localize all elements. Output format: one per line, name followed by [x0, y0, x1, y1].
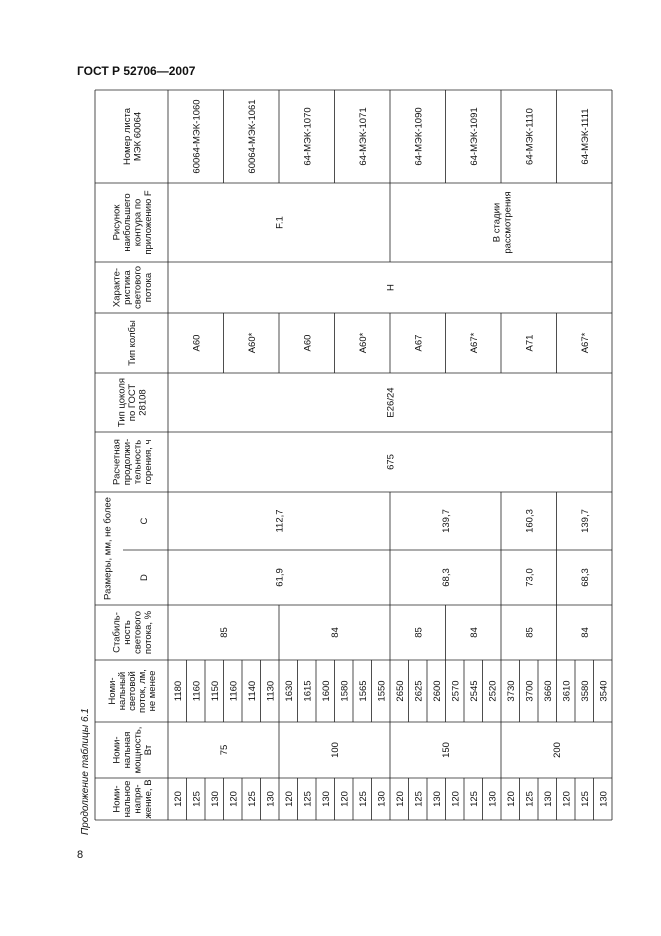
voltage-cell [376, 791, 387, 807]
voltage-cell-line: 130 [376, 791, 388, 807]
voltage-cell-line: 120 [394, 791, 406, 807]
sheet-cell-line: 64-МЭК-1091 [468, 107, 480, 166]
flux-cell [598, 680, 609, 701]
header-figure [111, 190, 154, 255]
flux-cell-line: 2570 [450, 680, 462, 702]
header-voltage-line: напря- [132, 784, 144, 814]
figure-pending-cell [492, 191, 514, 253]
power-cell [441, 742, 452, 758]
header-dimensions [103, 497, 114, 600]
power-cell-line: 200 [552, 742, 563, 758]
flux-cell-line: 3700 [524, 680, 536, 702]
flux-cell [561, 680, 572, 701]
bulb-cell-line: A71 [524, 334, 536, 352]
flux-cell-line: 1615 [302, 680, 314, 702]
dimension-c-cell [524, 509, 535, 533]
flux-cell [524, 680, 535, 701]
flux-cell-line: 1160 [228, 680, 240, 702]
sheet-cell-line: 60064-МЭК-1060 [191, 99, 203, 174]
flux-cell [247, 681, 258, 701]
header-flux-char [111, 266, 154, 309]
voltage-cell [321, 791, 332, 807]
voltage-cell [247, 791, 258, 807]
flux-cell-line: 1150 [209, 680, 221, 702]
header-figure-line: наибольшего [121, 193, 133, 252]
sheet-cell-line: 64-МЭК-1090 [413, 107, 425, 166]
header-flux-line: поток, лм, [137, 669, 148, 713]
figure-pending-line: В стадии [491, 202, 503, 243]
sheet-cell [580, 108, 591, 164]
header-d [139, 574, 150, 581]
flux-cell-line: 2545 [468, 680, 480, 702]
header-flux-line: не менее [147, 670, 158, 712]
flux-cell [210, 681, 221, 701]
voltage-cell [284, 791, 295, 807]
header-stability-line: потока, % [142, 610, 154, 655]
flux-cell-line: 3730 [505, 680, 517, 702]
sheet-cell-line: 64-МЭК-1070 [302, 107, 314, 166]
stability-cell-line: 85 [524, 627, 536, 638]
flux-cell [413, 680, 424, 701]
voltage-cell-line: 130 [487, 791, 499, 807]
flux-cell-line: 1180 [172, 680, 184, 702]
bulb-cell-line: A67* [468, 332, 480, 354]
life-cell [386, 454, 397, 470]
stability-cell [580, 627, 591, 638]
voltage-cell [524, 791, 535, 807]
bulb-cell [580, 332, 591, 353]
header-flux-line: световой [127, 671, 138, 711]
figure-pending-line: рассмотрения [502, 191, 514, 254]
voltage-cell-line: 120 [339, 791, 351, 807]
voltage-cell [302, 791, 313, 807]
flux-cell [376, 680, 387, 701]
header-base [117, 378, 149, 427]
bulb-cell-line: A67 [413, 334, 425, 352]
header-voltage-line: Номи- [111, 785, 123, 813]
header-d-line: D [139, 574, 150, 581]
header-sheet [122, 107, 144, 165]
document-header: ГОСТ Р 52706—2007 [77, 64, 196, 78]
voltage-cell-line: 130 [265, 791, 277, 807]
header-dimensions-line: Размеры, мм, не более [102, 497, 114, 600]
voltage-cell [580, 791, 591, 807]
voltage-cell-line: 125 [191, 791, 203, 807]
dimension-d-cell-line: 61,9 [274, 568, 286, 587]
sheet-cell-line: 64-МЭК-1071 [357, 107, 369, 166]
sheet-cell [191, 99, 202, 173]
voltage-cell [561, 791, 572, 807]
power-cell-line: 75 [219, 744, 230, 756]
header-flux [107, 669, 158, 713]
voltage-cell [450, 791, 461, 807]
bulb-cell [358, 332, 369, 353]
stability-cell-line: 85 [219, 627, 230, 638]
voltage-cell [543, 791, 554, 807]
voltage-cell-line: 125 [357, 791, 369, 807]
dimension-d-cell [275, 568, 286, 587]
flux-cell-line: 2650 [394, 680, 406, 702]
figure-cell [275, 216, 286, 229]
header-figure-line: Рисунок [111, 204, 123, 241]
header-life-line: Расчетная [111, 439, 123, 485]
voltage-cell [506, 791, 517, 807]
voltage-cell-line: 130 [320, 791, 332, 807]
sheet-cell-line: 64-МЭК-1110 [524, 108, 536, 165]
voltage-cell-line: 125 [413, 791, 425, 807]
voltage-cell-line: 120 [450, 791, 462, 807]
flux-cell-line: 1600 [320, 680, 332, 702]
flux-cell-line: 3580 [579, 680, 591, 702]
flux-cell [302, 680, 313, 701]
voltage-cell [339, 791, 350, 807]
dimension-d-cell [580, 568, 591, 587]
voltage-cell-line: 125 [524, 791, 536, 807]
bulb-cell [524, 335, 535, 352]
header-base-line: 28108 [137, 389, 149, 416]
header-power [111, 727, 154, 774]
flux-cell [284, 680, 295, 701]
base-cell [386, 387, 397, 417]
sheet-cell-line: 64-МЭК-1111 [579, 108, 591, 165]
header-power-line: нальная [121, 731, 133, 769]
header-c-line: C [139, 517, 150, 525]
voltage-cell-line: 130 [598, 791, 610, 807]
flux-cell-line: 3610 [561, 680, 573, 702]
voltage-cell [432, 791, 443, 807]
bulb-cell [247, 332, 258, 353]
flux-cell [265, 681, 276, 701]
header-flux-char-line: светового [132, 266, 144, 309]
header-life-line: горения, ч [142, 439, 154, 485]
stability-cell [330, 627, 341, 638]
sheet-cell [524, 108, 535, 165]
header-sheet-line: Номер листа [121, 107, 133, 166]
flux-cell-line: 2600 [431, 680, 443, 702]
page-number: 8 [77, 849, 84, 861]
flux-cell [506, 680, 517, 701]
voltage-cell-line: 120 [505, 791, 517, 807]
bulb-cell-line: A60* [246, 332, 258, 354]
sheet-cell [247, 99, 258, 173]
stability-cell-line: 84 [330, 627, 341, 638]
flux-cell [191, 681, 202, 701]
flux-cell [469, 680, 480, 701]
power-cell [330, 742, 341, 758]
flux-cell [395, 680, 406, 701]
voltage-cell-line: 125 [246, 791, 258, 807]
bulb-cell-line: A60 [191, 334, 203, 352]
voltage-cell [598, 791, 609, 807]
header-power-line: Вт [142, 744, 154, 756]
header-sheet-line: МЭК 60064 [132, 111, 144, 162]
dimension-c-cell [441, 509, 452, 533]
voltage-cell [358, 791, 369, 807]
bulb-cell-line: A60 [302, 334, 314, 352]
voltage-cell-line: 125 [468, 791, 480, 807]
flux-cell-line: 1565 [357, 680, 369, 702]
sheet-cell [302, 107, 313, 165]
voltage-cell-line: 120 [172, 791, 184, 807]
header-figure-line: приложению F [142, 190, 154, 255]
header-flux-char-line: потока [142, 272, 154, 303]
bulb-cell-line: A67* [579, 332, 591, 354]
header-stability [111, 610, 154, 654]
flux-cell [321, 680, 332, 701]
flux-cell [432, 680, 443, 701]
flux-cell [358, 680, 369, 701]
flux-cell-line: 1550 [376, 680, 388, 702]
power-cell-line: 150 [441, 742, 452, 758]
dimension-c-cell-line: 139,7 [441, 509, 452, 533]
sheet-cell [413, 107, 424, 165]
flux-cell-line: 1140 [246, 680, 258, 702]
voltage-cell [191, 791, 202, 807]
flux-cell [339, 680, 350, 701]
stability-cell [469, 627, 480, 638]
flux-cell-line: 2520 [487, 680, 499, 702]
dimension-d-cell [441, 568, 452, 587]
header-power-line: мощность, [132, 726, 144, 774]
bulb-cell-line: A60* [357, 332, 369, 354]
stability-cell-line: 85 [413, 627, 425, 638]
stability-cell [413, 627, 424, 638]
flux-cell-line: 2625 [413, 680, 425, 702]
voltage-cell-line: 130 [431, 791, 443, 807]
flux-cell-line: 1580 [339, 680, 351, 702]
flux-cell [228, 681, 239, 701]
voltage-cell [173, 791, 184, 807]
flux-cell-line: 1130 [265, 680, 277, 702]
dimension-d-cell-line: 68,3 [579, 568, 591, 587]
header-voltage-line: жение, В [142, 779, 154, 819]
bulb-cell [469, 332, 480, 353]
flux-cell [580, 680, 591, 701]
dimension-d-cell-line: 68,3 [441, 568, 452, 587]
flux-cell [173, 681, 184, 701]
stability-cell-line: 84 [579, 627, 591, 638]
flux-cell [543, 680, 554, 701]
voltage-cell [487, 791, 498, 807]
header-base-line: Тип цоколя [116, 377, 128, 428]
header-stability-line: ность [121, 620, 133, 645]
dimension-d-cell [524, 568, 535, 587]
header-voltage [111, 779, 154, 818]
flux-cell-line: 3540 [598, 680, 610, 702]
flux-char-cell [386, 284, 397, 291]
life-cell-line: 675 [385, 454, 397, 470]
header-flux-line: Номи- [107, 677, 118, 705]
header-flux-char-line: ристика [121, 270, 133, 305]
bulb-cell [413, 335, 424, 352]
header-stability-line: Стабиль- [111, 612, 123, 653]
dimension-c-cell-line: 112,7 [274, 509, 286, 533]
header-flux-line: нальный [117, 671, 128, 711]
flux-char-cell-line: H [385, 284, 397, 291]
voltage-cell [395, 791, 406, 807]
power-cell [552, 742, 563, 758]
flux-cell [450, 680, 461, 701]
sheet-cell-line: 60064-МЭК-1061 [246, 99, 258, 174]
power-cell [219, 745, 230, 756]
header-life [111, 439, 154, 486]
dimension-c-cell [275, 509, 286, 532]
table-caption: Продолжение таблицы 6.1 [80, 708, 91, 835]
header-c [139, 517, 150, 524]
dimension-c-cell-line: 139,7 [579, 509, 591, 533]
flux-cell-line: 1160 [191, 680, 203, 702]
voltage-cell-line: 125 [302, 791, 314, 807]
flux-cell [487, 680, 498, 701]
flux-cell-line: 3660 [542, 680, 554, 702]
voltage-cell [210, 791, 221, 807]
stability-cell-line: 84 [468, 627, 480, 638]
header-stability-line: светового [132, 611, 144, 654]
voltage-cell-line: 120 [561, 791, 573, 807]
voltage-cell [265, 791, 276, 807]
dimension-c-cell-line: 160,3 [524, 509, 536, 533]
header-voltage-line: нальное [121, 780, 133, 818]
power-cell-line: 100 [330, 742, 341, 758]
voltage-cell-line: 130 [209, 791, 221, 807]
figure-cell-line: F.1 [274, 216, 286, 229]
voltage-cell-line: 120 [228, 791, 240, 807]
header-power-line: Номи- [111, 736, 123, 764]
voltage-cell [228, 791, 239, 807]
bulb-cell [191, 335, 202, 352]
voltage-cell [469, 791, 480, 807]
sheet-cell [469, 107, 480, 165]
voltage-cell [413, 791, 424, 807]
header-figure-line: контура по [132, 198, 144, 247]
voltage-cell-line: 120 [283, 791, 295, 807]
dimension-d-cell-line: 73,0 [524, 568, 536, 587]
header-bulb-line: Тип колбы [127, 320, 138, 366]
stability-cell [524, 627, 535, 638]
header-life-line: продолжи- [121, 438, 133, 486]
header-flux-char-line: Характе- [111, 267, 123, 308]
header-base-line: по ГОСТ [127, 383, 138, 422]
header-life-line: тельность [132, 439, 144, 485]
base-cell-line: E26/24 [385, 387, 397, 418]
voltage-cell-line: 130 [542, 791, 554, 807]
flux-cell-line: 1630 [283, 680, 295, 702]
bulb-cell [302, 335, 313, 352]
header-bulb [127, 320, 138, 366]
stability-cell [219, 627, 230, 638]
dimension-c-cell [580, 509, 591, 533]
voltage-cell-line: 125 [579, 791, 591, 807]
sheet-cell [358, 107, 369, 165]
